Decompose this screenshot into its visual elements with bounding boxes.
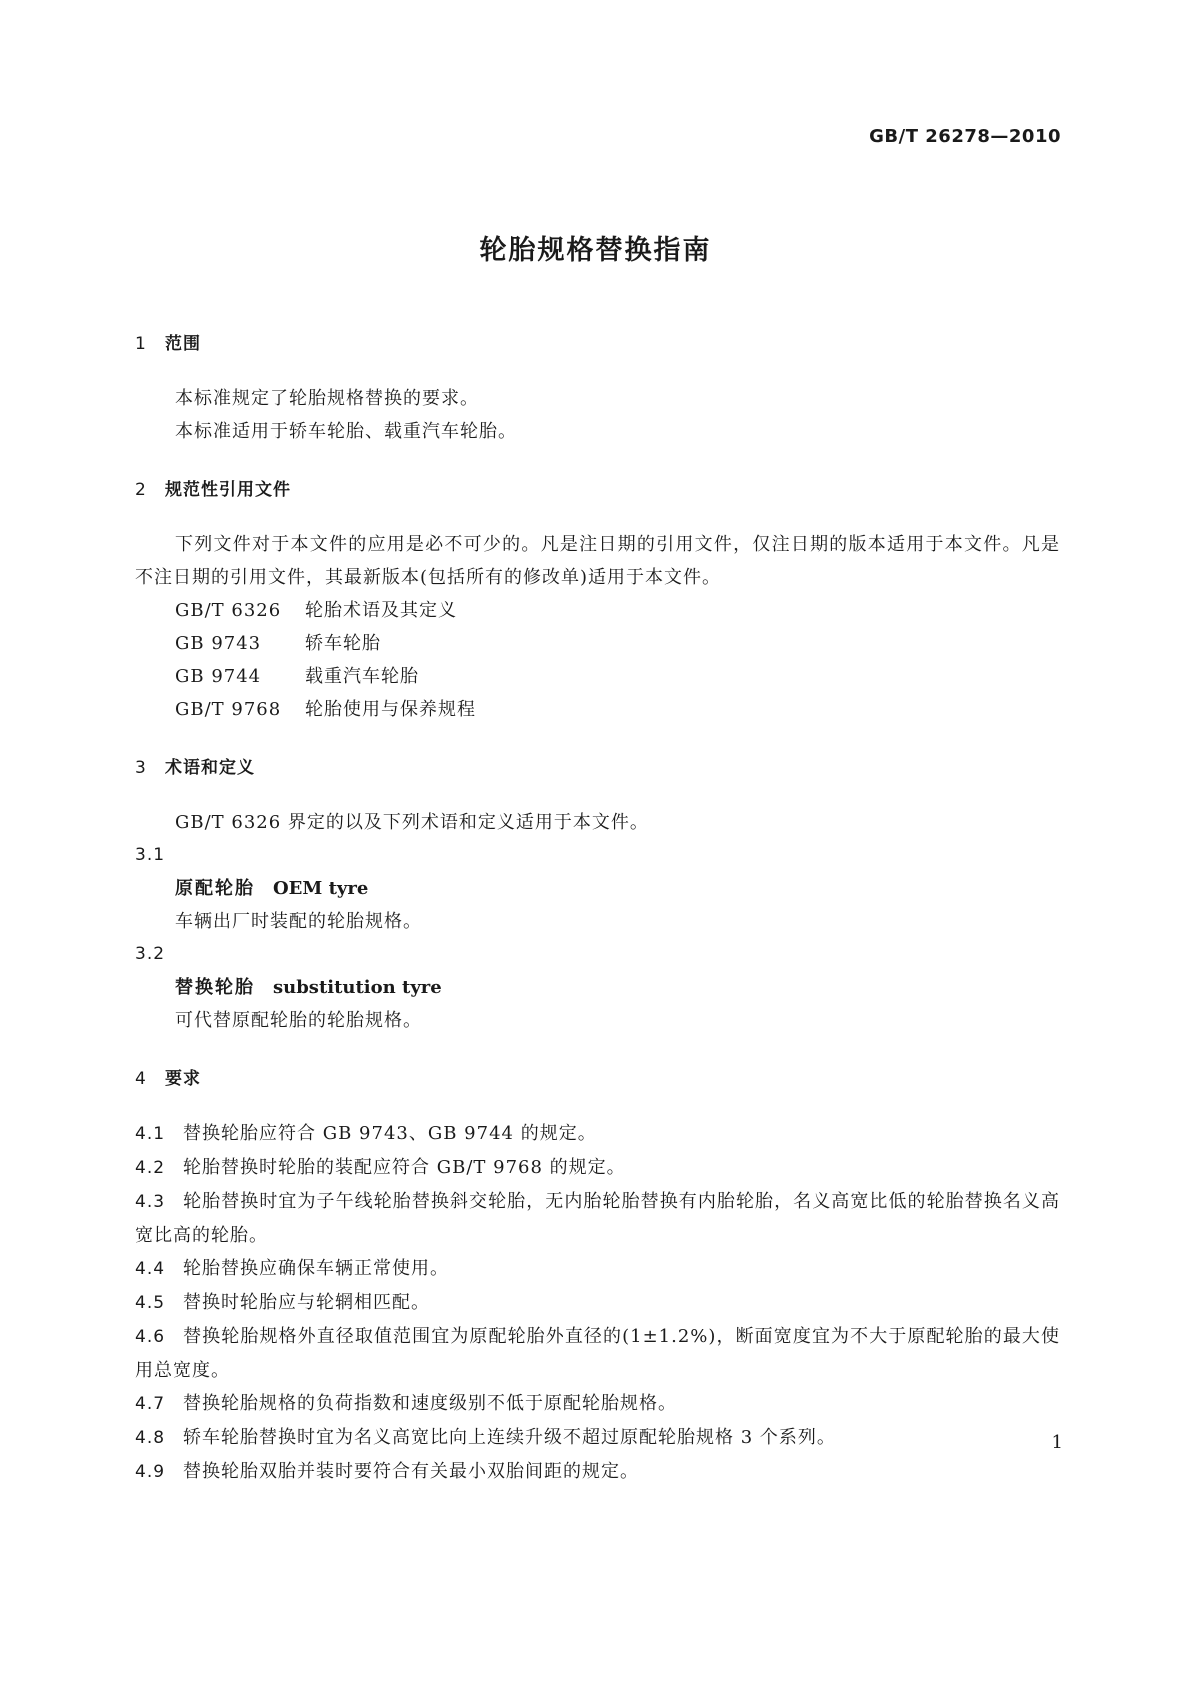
section-1-title: 范围 xyxy=(165,334,201,354)
requirement-item xyxy=(135,1387,1060,1421)
reference-code: GB/T 6326 xyxy=(175,600,282,621)
requirement-number: 4.1 xyxy=(135,1124,166,1144)
requirement-item xyxy=(135,1252,1060,1286)
term-number: 3.2 xyxy=(135,944,166,964)
requirement-number: 4.8 xyxy=(135,1428,166,1448)
requirement-item xyxy=(135,1185,1060,1252)
requirement-number: 4.4 xyxy=(135,1259,166,1279)
requirement-item xyxy=(135,1421,1060,1455)
section-2-number: 2 xyxy=(135,480,147,500)
section-2-heading xyxy=(135,476,1060,504)
term-english: OEM tyre xyxy=(273,878,369,899)
requirement-number: 4.2 xyxy=(135,1158,166,1178)
requirement-number: 4.5 xyxy=(135,1293,166,1313)
section-1-paragraph: 本标准适用于轿车轮胎、载重汽车轮胎。 xyxy=(175,421,517,442)
standard-code: GB/T 26278—2010 xyxy=(869,126,1061,147)
section-2-title: 规范性引用文件 xyxy=(165,480,291,500)
requirement-number: 4.9 xyxy=(135,1462,166,1482)
section-4-heading xyxy=(135,1065,1060,1093)
requirement-item xyxy=(135,1286,1060,1320)
section-3-intro: GB/T 6326 界定的以及下列术语和定义适用于本文件。 xyxy=(175,812,649,833)
section-4-title: 要求 xyxy=(165,1069,201,1089)
reference-title: 轮胎术语及其定义 xyxy=(305,600,457,621)
term-chinese: 原配轮胎 xyxy=(175,878,255,899)
term-definition: 车辆出厂时装配的轮胎规格。 xyxy=(175,911,422,932)
requirement-text: 轿车轮胎替换时宜为名义高宽比向上连续升级不超过原配轮胎规格 3 个系列。 xyxy=(183,1427,836,1448)
section-3-title: 术语和定义 xyxy=(165,758,255,778)
reference-item xyxy=(135,594,1060,627)
reference-code: GB 9744 xyxy=(175,666,262,687)
section-1-paragraph: 本标准规定了轮胎规格替换的要求。 xyxy=(175,388,479,409)
requirement-item xyxy=(135,1151,1060,1185)
term-heading xyxy=(135,872,1060,905)
page-number: 1 xyxy=(1051,1432,1063,1453)
term-english: substitution tyre xyxy=(273,977,442,998)
requirement-text: 替换轮胎规格外直径取值范围宜为原配轮胎外直径的(1±1.2%)，断面宽度宜为不大于原配轮胎的最大使用总宽度。 xyxy=(135,1326,1060,1381)
reference-code: GB/T 9768 xyxy=(175,699,282,720)
requirement-text: 替换轮胎应符合 GB 9743、GB 9744 的规定。 xyxy=(183,1123,597,1144)
term-definition: 可代替原配轮胎的轮胎规格。 xyxy=(175,1010,422,1031)
requirement-text: 轮胎替换时宜为子午线轮胎替换斜交轮胎，无内胎轮胎替换有内胎轮胎，名义高宽比低的轮胎替换名义高宽比高的轮胎。 xyxy=(135,1191,1060,1246)
requirement-text: 轮胎替换应确保车辆正常使用。 xyxy=(183,1258,449,1279)
reference-code: GB 9743 xyxy=(175,633,262,654)
requirement-text: 替换时轮胎应与轮辋相匹配。 xyxy=(183,1292,430,1313)
requirement-text: 替换轮胎双胎并装时要符合有关最小双胎间距的规定。 xyxy=(183,1461,639,1482)
reference-item xyxy=(135,660,1060,693)
requirement-text: 轮胎替换时轮胎的装配应符合 GB/T 9768 的规定。 xyxy=(183,1157,626,1178)
section-1-number: 1 xyxy=(135,334,147,354)
reference-item xyxy=(135,693,1060,726)
requirement-number: 4.6 xyxy=(135,1327,166,1347)
document-body xyxy=(135,330,1060,1489)
reference-item xyxy=(135,627,1060,660)
section-4-number: 4 xyxy=(135,1069,147,1089)
section-3-number: 3 xyxy=(135,758,147,778)
section-3-heading xyxy=(135,754,1060,782)
requirement-text: 替换轮胎规格的负荷指数和速度级别不低于原配轮胎规格。 xyxy=(183,1393,677,1414)
section-1-heading xyxy=(135,330,1060,358)
reference-title: 载重汽车轮胎 xyxy=(305,666,419,687)
requirement-number: 4.3 xyxy=(135,1192,166,1212)
requirement-number: 4.7 xyxy=(135,1394,166,1414)
requirement-item xyxy=(135,1455,1060,1489)
term-heading xyxy=(135,971,1060,1004)
term-number: 3.1 xyxy=(135,845,166,865)
requirement-item xyxy=(135,1117,1060,1151)
reference-title: 轮胎使用与保养规程 xyxy=(305,699,476,720)
reference-title: 轿车轮胎 xyxy=(305,633,381,654)
section-2-intro: 下列文件对于本文件的应用是必不可少的。凡是注日期的引用文件，仅注日期的版本适用于本文件。凡是不注日期的引用文件，其最新版本(包括所有的修改单)适用于本文件。 xyxy=(135,534,1060,588)
term-chinese: 替换轮胎 xyxy=(175,977,255,998)
requirement-item xyxy=(135,1320,1060,1387)
document-title: 轮胎规格替换指南 xyxy=(479,235,712,266)
